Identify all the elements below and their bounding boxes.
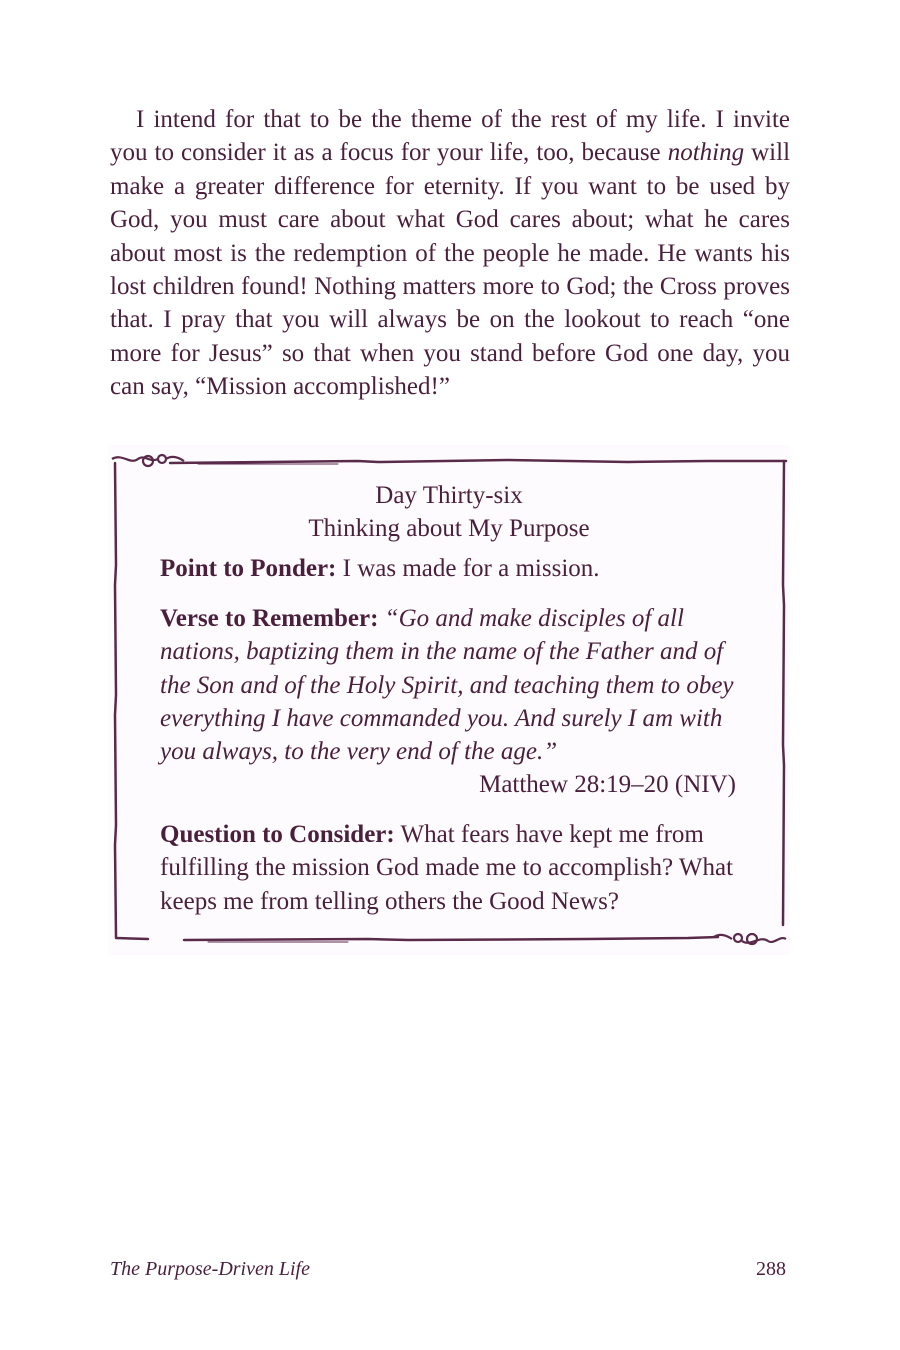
top-left-flourish — [112, 455, 184, 466]
day-subtitle: Thinking about My Purpose — [308, 515, 590, 542]
bottom-right-flourish — [714, 934, 786, 944]
footer-book-title: The Purpose-Driven Life — [110, 1258, 310, 1280]
point-label: Point to Ponder: — [160, 555, 337, 582]
question-to-consider — [160, 818, 740, 918]
verse-label: Verse to Remember: — [160, 605, 379, 632]
point-to-ponder — [160, 552, 740, 585]
question-text: What fears have kept me from fulfilling the mission God made me to accomplish? What keeps me from telling others the Good News? — [160, 821, 734, 915]
day-title: Day Thirty-six — [375, 482, 523, 509]
question-label: Question to Consider: — [160, 821, 395, 848]
body-emphasis: nothing — [667, 139, 745, 167]
verse-text: “Go and make disciples of all nations, baptizing them in the name of the Father and of the Son and of the Holy Spirit, and teaching them to obey everything I have commanded you. And surely I am with you always, to the very end of the age.” — [160, 605, 734, 766]
body-text-before: I intend for that to be the theme of the rest of my life. I invite you to consider it as a focus for your life, too, because — [110, 106, 790, 167]
day-summary-box — [108, 445, 790, 955]
page-number: 288 — [756, 1258, 786, 1280]
body-text-after: will make a greater difference for eternity. If you want to be used by God, you must care about what God cares about; what he cares about most is the redemption of the people he made. He wants his lost children found! Nothing matters more to God; the Cross proves that. I pray that you will always be on the lookout to reach “one more for Jesus” so that when you stand before God one day, you can say, “Mission accomplished!” — [110, 139, 791, 401]
point-text: I was made for a mission. — [342, 555, 600, 582]
verse-to-remember — [160, 602, 740, 768]
verse-reference: Matthew 28:19–20 (NIV) — [479, 771, 736, 798]
body-paragraph — [110, 103, 790, 404]
